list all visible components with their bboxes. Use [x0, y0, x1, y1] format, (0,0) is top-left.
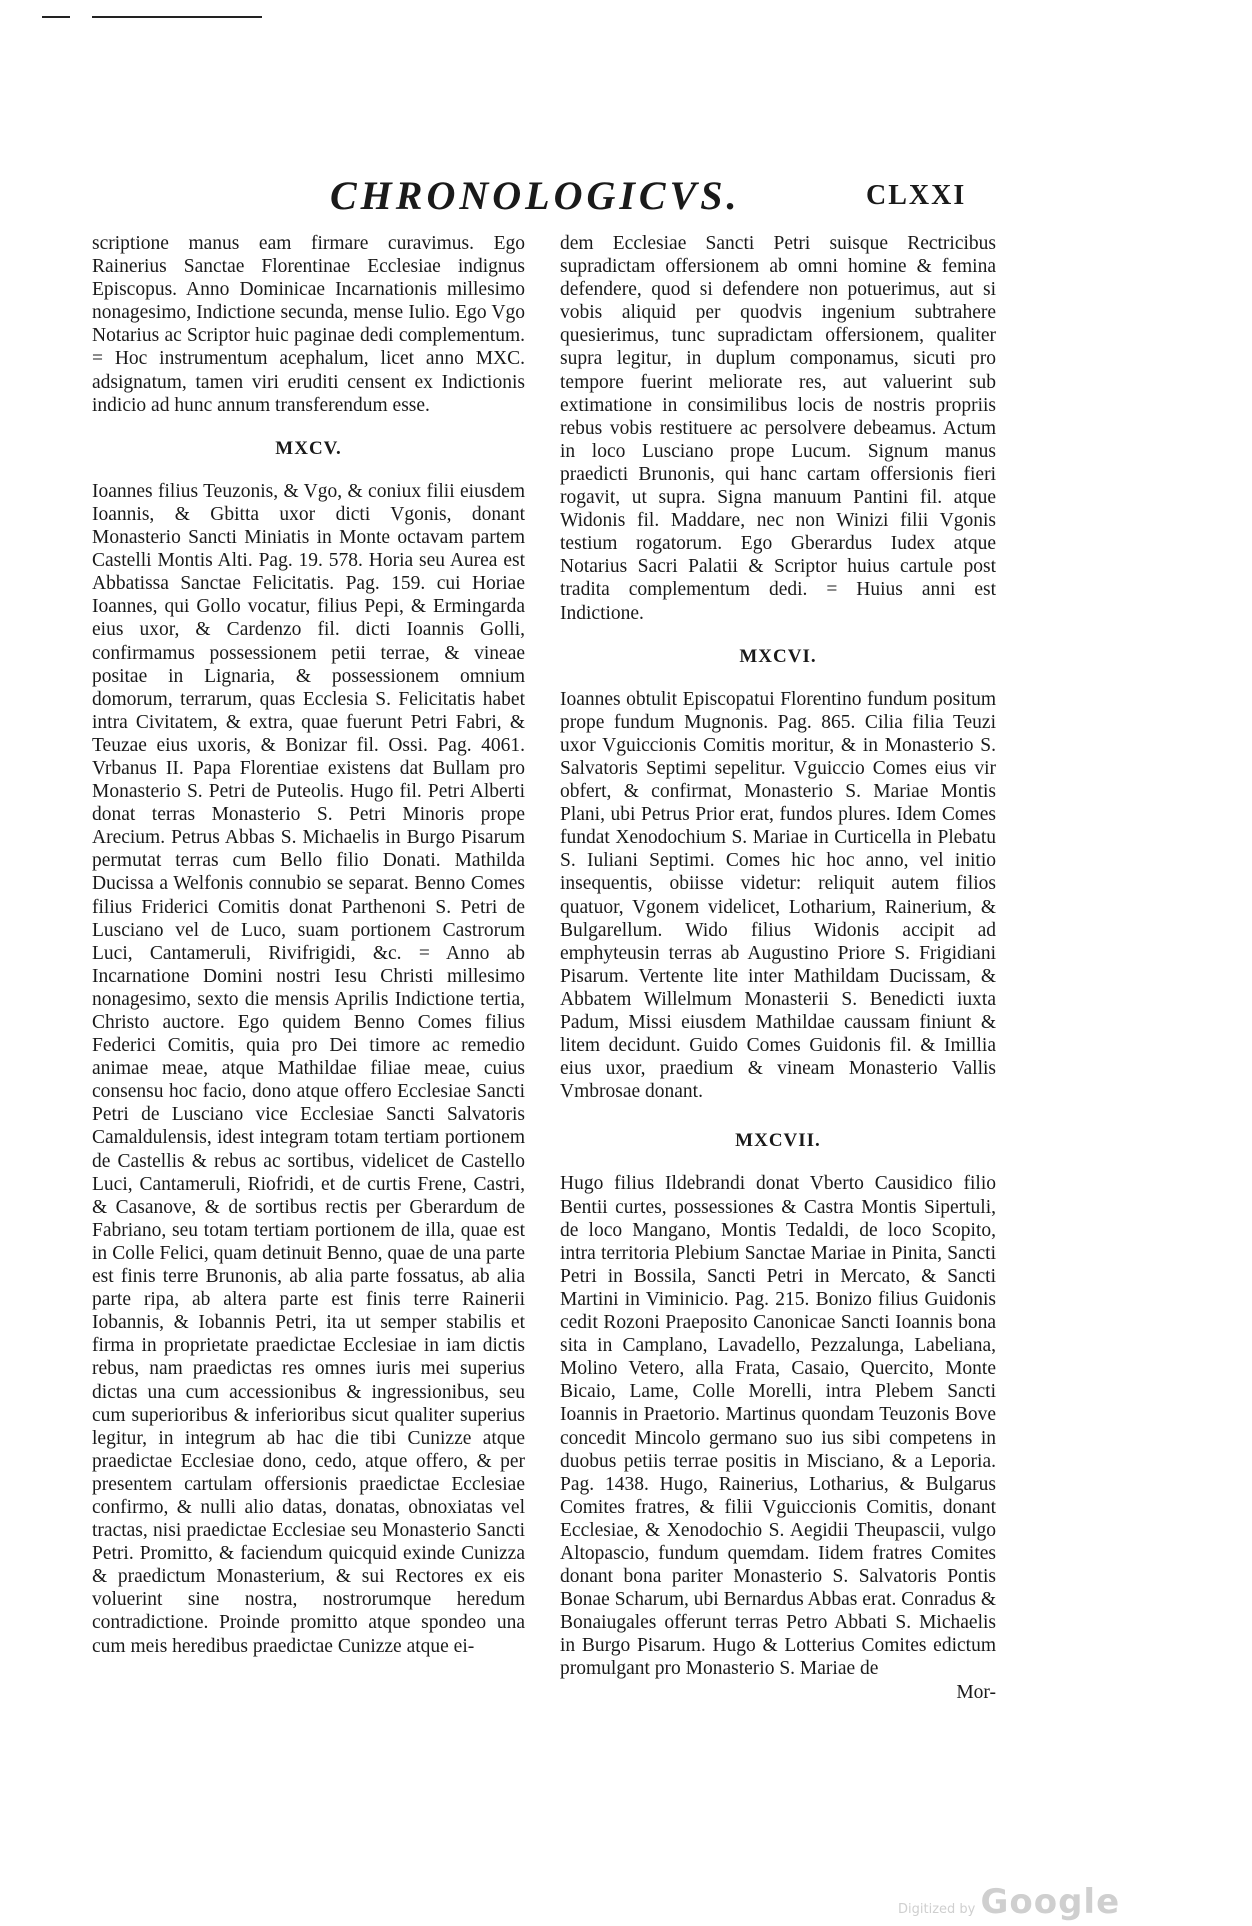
section-heading-mxcvii: MXCVII. — [735, 1130, 821, 1152]
top-rule-center — [92, 16, 262, 18]
page-number: CLXXI — [866, 180, 967, 211]
section-text-mxcvii: Hugo filius Ildebrandi donat Vberto Causidico filio Bentii curtes, possessiones & Castra Montis Sipertuli, de loco Mangano, Montis Tedaldi, de loco Scopito, intra territoria Plebium Sanctae Mariae in Pinita, Sancti Petri in Bossila, Sancti Petri in Mercato, & Sancti Martini in Viminicio. Pag. 215. Bonizo filius Guidonis cedit Rozoni Praeposito Canonicae Sancti Ioannis bona sita in Camplano, Lavadello, Pezzalunga, Labeliana, Molino Vetero, alla Frata, Casaio, Quercito, Monte Bicaio, Lame, Colle Morelli, intra Plebem Sancti Ioannis in Praetorio. Martinus quondam Teuzonis Bove concedit Mincolo germano suo ius sibi competens in duobus petiis terrae positis in Misciano, & a Leporia. Pag. 1438. Hugo, Rainerius, Lotharius, & Bulgarus Comites fratres, & filii Vguiccionis Comitis, donant Ecclesiae, & Xenodochio S. Aegidii Theupascii, vulgo Altopascio, fundum quemdam. Iidem fratres Comites donant bona pariter Monasterio S. Salvatoris Pontis Bonae Scharum, ubi Bernardus Abbas erat. Conradus & Bonaiugales offerunt terras Petro Abbati S. Michaelis in Burgo Pisarum. Hugo & Lotterius Comites edictum promulgant pro Monasterio S. Mariae de — [560, 1173, 996, 1680]
digitized-watermark — [898, 1882, 1120, 1922]
catchword: Mor- — [956, 1681, 996, 1703]
top-rule-left — [42, 16, 70, 18]
watermark-prefix: Digitized by — [898, 1902, 976, 1917]
section-text-mxcv: Ioannes filius Teuzonis, & Vgo, & coniux filii eiusdem Ioannis, & Gbitta uxor dicti Vgonis, donant Monasterio Sancti Miniatis in Monte octavam partem Castelli Montis Alti. Pag. 19. 578. Horia seu Aurea est Abbatissa Sanctae Felicitatis. Pag. 159. cui Horiae Ioannes, qui Gollo vocatur, filius Pepi, & Ermingarda eius uxor, & Cardenzo fil. dicti Ioannis Golli, confirmamus possessionem petii terrae, & vineae positae in Lignaria, & possessionem omnium domorum, terrarum, quas Ecclesia S. Felicitatis habet intra Civitatem, & extra, quae fuerunt Petri Fabri, & Teuzae eius uxoris, & Bonizar fil. Ossi. Pag. 4061. Vrbanus II. Papa Florentiae existens dat Bullam pro Monasterio S. Petri de Puteolis. Hugo fil. Petri Alberti donat terras Monasterio S. Petri Minoris prope Arecium. Petrus Abbas S. Michaelis in Burgo Pisarum permutat terras cum Bello filio Donati. Mathilda Ducissa a Welfonis connubio se separat. Benno Comes filius Friderici Comitis donat Parthenoni S. Petri de Lusciano vel de Luco, suam portionem Castrorum Luci, Cantameruli, Rivifrigidi, &c. = Anno ab Incarnatione Domini nostri Iesu Christi millesimo nonagesimo, sexto die mensis Aprilis Indictione tertia, Christo auctore. Ego quidem Benno Comes filius Federici Comitis, quia pro Dei timore ac remedio animae meae, atque Mathildae filiae meae, cuius consensu hoc facio, dono atque offero Ecclesiae Sancti Petri de Lusciano vice Ecclesiae Sancti Salvatoris Camaldulensis, idest integram totam tertiam portionem de Castellis & rebus ac sortibus, videlicet de Castello Luci, Cantameruli, Riofridi, et de curtis Frene, Castri, & Casanove, & de sortibus rectis per Gberardum de Fabriano, seu totam tertiam portionem de illa, quae est in Colle Felici, quam detinuit Benno, quae de una parte est finis terre Brunonis, ab alia parte fossatus, ab alia parte ripa, ab altera parte est finis terre Rainerii Iobannis, & Iobannis Petri, ita ut semper stabilis et firma in proprietate praedictae Ecclesiae in iam dictis rebus, nam praedictas res omnes iuris mei superius dictas una cum accessionibus & ingressionibus, seu cum superioribus & inferioribus sicut qualiter superius legitur, in integrum ab hac die tibi Cunizze atque praedictae Ecclesiae dono, cedo, atque offero, & per presentem cartulam offersionis praedictae Ecclesiae confirmo, & nulli alio datas, donatas, obnoxiatas vel tractas, nisi praedictae Ecclesiae seu Monasterio Sancti Petri. Promitto, & faciendum quicquid exinde Cunizza & praedictum Monasterium, & sui Rectores ex eis voluerint sine nostra, nostrorumque heredum contradictione. Proinde promitto atque spondeo una cum meis heredibus praedictae Cunizze atque ei- — [92, 480, 525, 1657]
left-column-intro: scriptione manus eam firmare curavimus. Ego Rainerius Sanctae Florentinae Ecclesiae indignus Episcopus. Anno Dominicae Incarnationis millesimo nonagesimo, Indictione secunda, mense Iulio. Ego Vgo Notarius ac Scriptor huic paginae dedi complementum. = Hoc instrumentum acephalum, licet anno MXC. adsignatum, tamen viri eruditi censent ex Indictionis indicio ad hunc annum transferendum esse. — [92, 233, 525, 416]
running-title: CHRONOLOGICVS. — [330, 173, 741, 218]
page-header — [0, 172, 1252, 232]
section-text-mxcvi: Ioannes obtulit Episcopatui Florentino fundum positum prope fundum Mugnonis. Pag. 865. Cilia filia Teuzi uxor Vguiccionis Comitis moritur, & in Monasterio S. Salvatoris Septimi sepelitur. Vguiccio Comes eius vir obfert, & confirmat, Monasterio S. Mariae Montis Plani, ubi Petrus Prior erat, fundos plures. Idem Comes fundat Xenodochium S. Mariae in Curticella in Plebatu S. Iuliani Septimi. Comes hic hoc anno, vel initio insequentis, obiisse videtur: reliquit autem filios quatuor, Vgonem videlicet, Lotharium, Rainerium, & Bulgarellum. Wido filius Widonis accipit ad emphyteusin terras ab Augustino Priore S. Frigidiani Pisarum. Vertente lite inter Mathildam Ducissam, & Abbatem Willelmum Monasterii S. Benedicti iuxta Padum, Missi eiusdem Mathildae caussam finiunt & litem decidunt. Guido Comes Guidonis fil. & Imillia eius uxor, praedium & vineam Monasterio Vallis Vmbrosae donant. — [560, 688, 996, 1103]
section-heading-mxcv: MXCV. — [275, 437, 342, 459]
right-column-continuation: dem Ecclesiae Sancti Petri suisque Rectricibus supradictam offersionem ab omni homine & femina defendere, quod si defendere non potuerimus, aut si vobis aliquid per quodvis ingenium subtrahere quesierimus, tunc supradictam offersionem, qualiter supra legitur, in duplum componamus, sicuti pro tempore fuerint meliorate res, aut valuerint sub extimatione in consimilibus locis de nostris propriis rebus vobis restituere ac persolvere debeamus. Actum in loco Lusciano prope Lucum. Signum manus praedicti Brunonis, qui hanc cartam offersionis fieri rogavit, ut supra. Signa manuum Pantini fil. atque Widonis fil. Maddare, nec non Winizi filii Vgonis testium rogatorum. Ego Gberardus Iudex atque Notarius Sacri Palatii & Scriptor huius cartule post tradita complementum dedi. = Huius anni est Indictione. — [560, 233, 996, 624]
google-logo: Google — [980, 1882, 1121, 1922]
left-column — [92, 232, 525, 1658]
section-heading-mxcvi: MXCVI. — [739, 645, 817, 667]
right-column — [560, 232, 996, 1704]
